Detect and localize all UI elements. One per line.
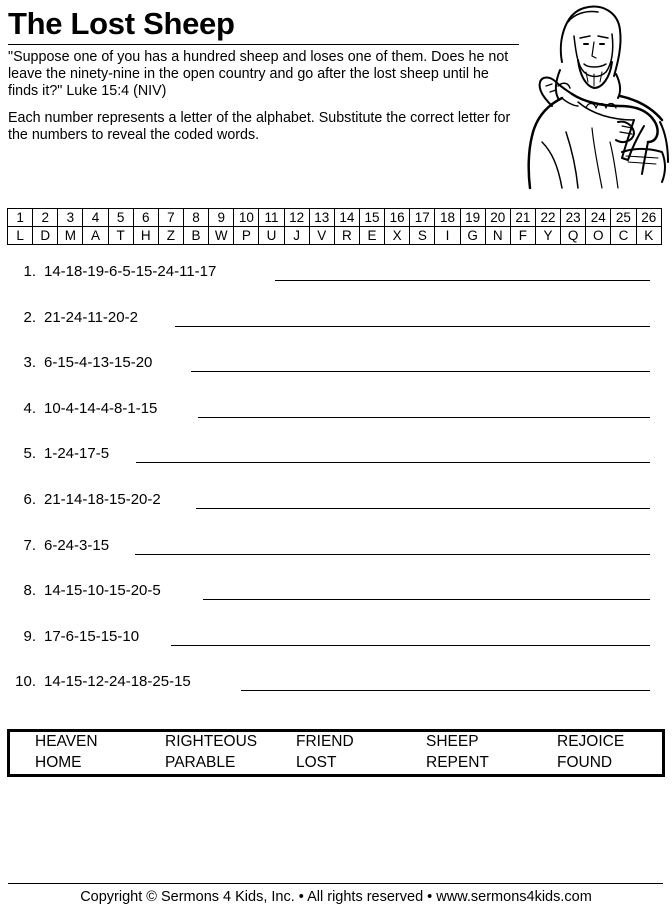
puzzle-number: 6. bbox=[23, 491, 36, 508]
puzzle-number: 2. bbox=[23, 308, 36, 326]
puzzle-number: 3. bbox=[23, 354, 36, 372]
cipher-letter-cell: L bbox=[8, 227, 33, 245]
cipher-letter-row bbox=[8, 227, 662, 245]
coded-word: 6-24-3-15 bbox=[44, 536, 110, 554]
cipher-key-table bbox=[7, 208, 662, 245]
cipher-letter-cell: B bbox=[183, 227, 208, 245]
cipher-letter-cell: V bbox=[309, 227, 334, 245]
puzzle-item bbox=[0, 399, 672, 423]
answer-line[interactable] bbox=[196, 508, 650, 509]
answer-line[interactable] bbox=[198, 417, 650, 418]
cipher-number-cell: 4 bbox=[83, 209, 108, 227]
cipher-number-cell: 9 bbox=[209, 209, 234, 227]
coded-word: 6-15-4-13-15-20 bbox=[44, 354, 153, 372]
cipher-letter-cell: M bbox=[58, 227, 83, 245]
coded-word: 14-15-12-24-18-25-15 bbox=[44, 673, 191, 691]
cipher-letter-cell: A bbox=[83, 227, 108, 245]
cipher-number-cell: 15 bbox=[359, 209, 384, 227]
scripture-quote: "Suppose one of you has a hundred sheep and loses one of them. Does he not leave the ninety-nine in the open country and go after the lost sheep until he finds it?" Luke 15:4 (NIV) bbox=[8, 49, 509, 99]
coded-word: 21-24-11-20-2 bbox=[44, 308, 138, 326]
puzzle-number: 4. bbox=[23, 399, 36, 417]
word-bank-item: REJOICE bbox=[557, 733, 625, 750]
cipher-letter-cell: D bbox=[33, 227, 58, 245]
coded-word: 10-4-14-4-8-1-15 bbox=[44, 399, 158, 417]
cipher-number-cell: 8 bbox=[183, 209, 208, 227]
cipher-number-cell: 26 bbox=[636, 209, 661, 227]
cipher-number-cell: 1 bbox=[8, 209, 33, 227]
cipher-number-cell: 18 bbox=[435, 209, 460, 227]
cipher-number-cell: 13 bbox=[309, 209, 334, 227]
coded-word: 14-18-19-6-5-15-24-11-17 bbox=[44, 263, 217, 280]
puzzle-item bbox=[0, 308, 672, 332]
cipher-number-cell: 19 bbox=[460, 209, 485, 227]
cipher-letter-cell: K bbox=[636, 227, 661, 245]
puzzle-number: 5. bbox=[23, 445, 36, 463]
puzzle-number: 1. bbox=[23, 263, 36, 280]
cipher-number-row bbox=[8, 209, 662, 227]
cipher-letter-cell: F bbox=[510, 227, 535, 245]
cipher-number-cell: 14 bbox=[334, 209, 359, 227]
cipher-number-cell: 11 bbox=[259, 209, 284, 227]
cipher-letter-cell: U bbox=[259, 227, 284, 245]
cipher-number-cell: 3 bbox=[58, 209, 83, 227]
cipher-number-cell: 12 bbox=[284, 209, 309, 227]
cipher-letter-cell: Z bbox=[158, 227, 183, 245]
cipher-number-cell: 20 bbox=[485, 209, 510, 227]
word-bank-item: PARABLE bbox=[165, 754, 236, 771]
cipher-letter-cell: S bbox=[410, 227, 435, 245]
puzzle-number: 7. bbox=[23, 536, 36, 554]
cipher-letter-cell: R bbox=[334, 227, 359, 245]
word-bank-item: LOST bbox=[296, 754, 337, 771]
coded-word: 14-15-10-15-20-5 bbox=[44, 582, 161, 600]
puzzle-number: 10. bbox=[15, 673, 36, 691]
word-bank-item: HEAVEN bbox=[35, 733, 98, 750]
cipher-number-cell: 25 bbox=[611, 209, 636, 227]
cipher-letter-cell: H bbox=[133, 227, 158, 245]
cipher-letter-cell: N bbox=[485, 227, 510, 245]
title-underline bbox=[8, 44, 519, 45]
page-title: The Lost Sheep bbox=[8, 6, 235, 41]
cipher-letter-cell: Y bbox=[535, 227, 560, 245]
cipher-number-cell: 21 bbox=[510, 209, 535, 227]
coded-word: 17-6-15-15-10 bbox=[44, 627, 140, 645]
coded-word: 21-14-18-15-20-2 bbox=[44, 491, 161, 508]
answer-line[interactable] bbox=[203, 599, 650, 600]
cipher-number-cell: 17 bbox=[410, 209, 435, 227]
cipher-number-cell: 22 bbox=[535, 209, 560, 227]
answer-line[interactable] bbox=[191, 371, 650, 372]
word-bank bbox=[7, 729, 665, 777]
footer-divider bbox=[8, 883, 663, 884]
word-bank-item: RIGHTEOUS bbox=[165, 733, 258, 750]
cipher-letter-cell: Q bbox=[561, 227, 586, 245]
answer-line[interactable] bbox=[175, 326, 650, 327]
cipher-letter-cell: J bbox=[284, 227, 309, 245]
cipher-letter-cell: T bbox=[108, 227, 133, 245]
cipher-number-cell: 10 bbox=[234, 209, 259, 227]
cipher-letter-cell: P bbox=[234, 227, 259, 245]
puzzle-number: 9. bbox=[23, 627, 36, 645]
instructions: Each number represents a letter of the alphabet. Substitute the correct letter for the numbers to reveal the coded words. bbox=[8, 110, 511, 143]
cipher-number-cell: 24 bbox=[586, 209, 611, 227]
answer-line[interactable] bbox=[241, 690, 650, 691]
cipher-letter-cell: O bbox=[586, 227, 611, 245]
word-bank-item: HOME bbox=[35, 754, 82, 771]
puzzle-item bbox=[0, 627, 672, 651]
puzzle-item bbox=[0, 353, 672, 377]
puzzle-item bbox=[0, 672, 672, 696]
cipher-number-cell: 16 bbox=[385, 209, 410, 227]
cipher-letter-cell: E bbox=[359, 227, 384, 245]
jesus-carrying-lamb-drawing bbox=[522, 2, 670, 190]
word-bank-item: FOUND bbox=[557, 754, 613, 771]
word-bank-item: FRIEND bbox=[296, 733, 354, 750]
cipher-letter-cell: C bbox=[611, 227, 636, 245]
cipher-number-cell: 23 bbox=[561, 209, 586, 227]
cipher-number-cell: 7 bbox=[158, 209, 183, 227]
puzzle-number: 8. bbox=[23, 582, 36, 600]
answer-line[interactable] bbox=[135, 554, 650, 555]
answer-line[interactable] bbox=[171, 645, 650, 646]
cipher-letter-cell: I bbox=[435, 227, 460, 245]
cipher-number-cell: 6 bbox=[133, 209, 158, 227]
cipher-letter-cell: X bbox=[385, 227, 410, 245]
coded-word: 1-24-17-5 bbox=[44, 445, 110, 463]
answer-line[interactable] bbox=[136, 462, 650, 463]
puzzle-item bbox=[0, 536, 672, 560]
cipher-letter-cell: G bbox=[460, 227, 485, 245]
cipher-letter-cell: W bbox=[209, 227, 234, 245]
puzzle-item bbox=[0, 444, 672, 468]
word-bank-item: SHEEP bbox=[426, 733, 479, 750]
puzzle-item bbox=[0, 581, 672, 605]
cipher-number-cell: 2 bbox=[33, 209, 58, 227]
word-bank-item: REPENT bbox=[426, 754, 489, 771]
cipher-number-cell: 5 bbox=[108, 209, 133, 227]
puzzle-item bbox=[0, 262, 672, 286]
answer-line[interactable] bbox=[275, 280, 650, 281]
copyright-footer: Copyright © Sermons 4 Kids, Inc. • All rights reserved • www.sermons4kids.com bbox=[80, 889, 592, 905]
puzzle-item bbox=[0, 490, 672, 514]
